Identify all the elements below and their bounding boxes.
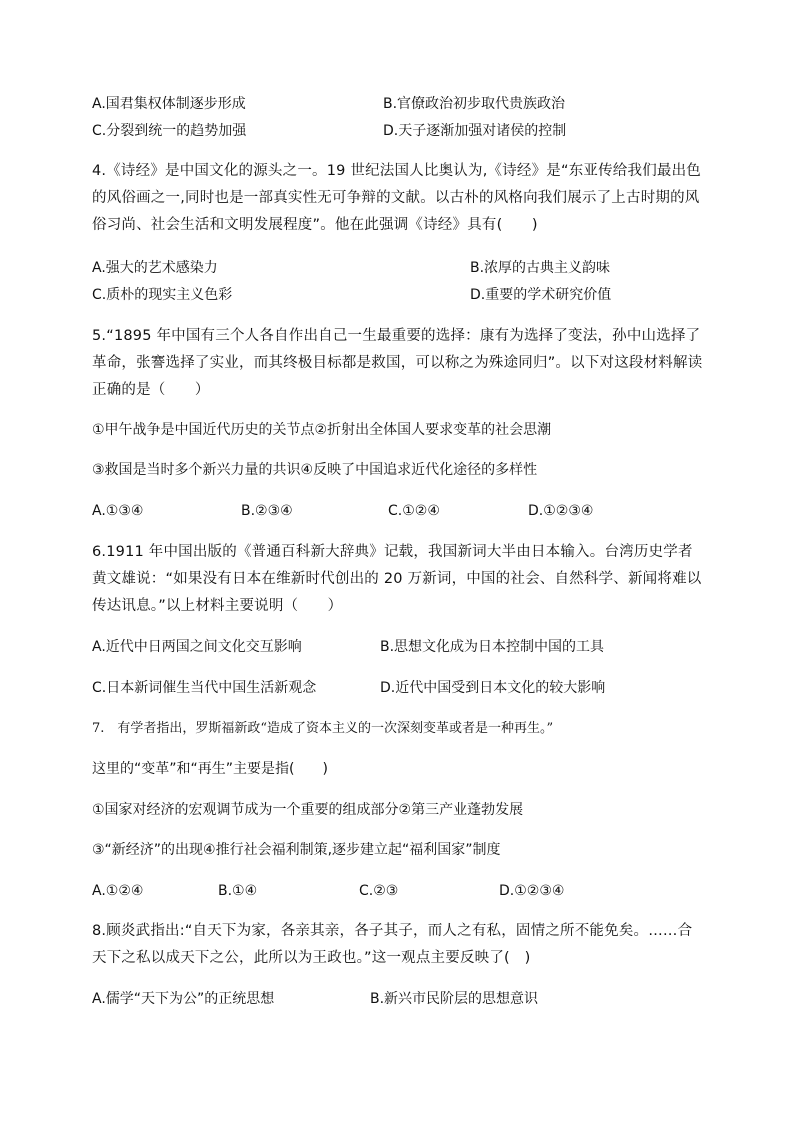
q4-option-a: A.强大的艺术感染力	[92, 260, 218, 276]
q7-option-a: A.①②④	[92, 883, 144, 899]
q7-option-b: B.①④	[218, 883, 258, 899]
q3-option-b: B.官僚政治初步取代贵族政治	[383, 96, 566, 112]
q6-option-a: A.近代中日两国之间文化交互影响	[92, 639, 302, 655]
q4-stem: 4.《诗经》是中国文化的源头之一。19 世纪法国人比奥认为,《诗经》是“东亚传给我们最出色的风俗画之一,同时也是一部真实性无可争辩的文献。以古朴的风格向我们展示了上古时期的风俗习尚、社会生活和文明发展程度”。他在此强调《诗经》具有( )	[92, 163, 702, 233]
q8-stem: 8.顾炎武指出:“自天下为家，各亲其亲，各子其子，而人之有私，固情之所不能免矣。……合天下之私以成天下之公，此所以为王政也。”这一观点主要反映了( )	[92, 923, 693, 966]
q4-option-c: C.质朴的现实主义色彩	[92, 287, 233, 303]
q6-stem: 6.1911 年中国出版的《普通百科新大辞典》记载，我国新词大半由日本输入。台湾历史学者黄文雄说：“如果没有日本在维新时代创出的 20 万新词，中国的社会、自然科学、新闻将难以传达讯息。”以上材料主要说明（ ）	[92, 544, 702, 614]
q8-option-a: A.儒学“天下为公”的正统思想	[92, 991, 275, 1007]
q8-option-b: B.新兴市民阶层的思想意识	[370, 991, 539, 1007]
q5-item-line-1: ①甲午战争是中国近代历史的关节点②折射出全体国人要求变革的社会思潮	[92, 422, 552, 438]
q6-option-c: C.日本新词催生当代中国生活新观念	[92, 680, 317, 696]
q5-stem: 5.“1895 年中国有三个人各自作出自己一生最重要的选择：康有为选择了变法，孙中山选择了革命，张謇选择了实业，而其终极目标都是救国，可以称之为殊途同归”。以下对这段材料解读正确的是（ ）	[92, 328, 703, 398]
q5-option-b: B.②③④	[241, 503, 293, 519]
q7-item-line-1: ①国家对经济的宏观调节成为一个重要的组成部分②第三产业蓬勃发展	[92, 802, 524, 818]
q3-option-a: A.国君集权体制逐步形成	[92, 96, 246, 112]
q7-stem-question: 这里的“变革”和“再生”主要是指( )	[92, 761, 328, 777]
q7-option-d: D.①②③④	[499, 883, 565, 899]
q6-option-d: D.近代中国受到日本文化的较大影响	[380, 680, 606, 696]
q3-option-c: C.分裂到统一的趋势加强	[92, 123, 247, 139]
q5-item-line-2: ③救国是当时多个新兴力量的共识④反映了中国追求近代化途径的多样性	[92, 462, 538, 478]
q7-item-line-2: ③“新经济”的出现④推行社会福利制策,逐步建立起“福利国家”制度	[92, 842, 501, 858]
q5-option-a: A.①③④	[92, 503, 144, 519]
q4-option-d: D.重要的学术研究价值	[470, 287, 612, 303]
q7-option-c: C.②③	[359, 883, 399, 899]
q5-option-d: D.①②③④	[528, 503, 594, 519]
q5-option-c: C.①②④	[388, 503, 440, 519]
q6-option-b: B.思想文化成为日本控制中国的工具	[380, 639, 605, 655]
q4-option-b: B.浓厚的古典主义韵味	[470, 260, 611, 276]
q3-option-d: D.天子逐渐加强对诸侯的控制	[383, 123, 567, 139]
q7-stem: 7. 有学者指出，罗斯福新政“造成了资本主义的一次深刻变革或者是一种再生。”	[92, 721, 554, 736]
